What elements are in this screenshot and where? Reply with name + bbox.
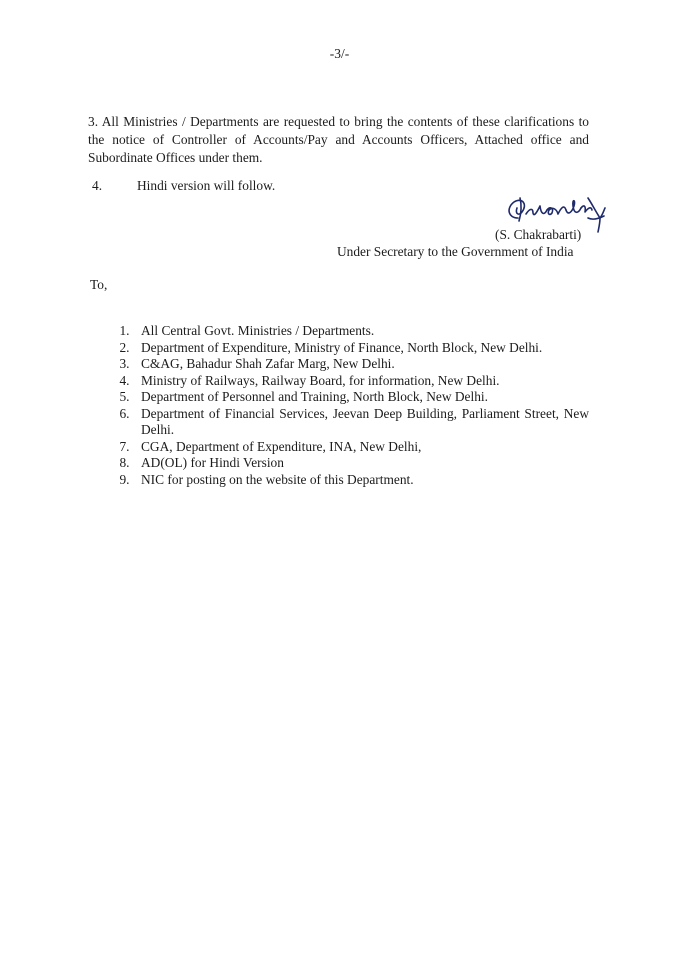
list-item [108, 389, 589, 406]
paragraph-4-text: Hindi version will follow. [137, 178, 276, 193]
signatory-designation: Under Secretary to the Government of India [337, 244, 574, 259]
list-item-index: 8. [119, 455, 130, 470]
paragraph-3: 3. All Ministries / Departments are requested to bring the contents of these clarifications to the notice of Controller of Accounts/Pay and Accounts Officers, Attached office and Subordinate Offices under them. [88, 114, 589, 165]
paragraph-4 [92, 178, 275, 194]
list-item-index: 7. [119, 438, 130, 454]
list-item-text: Department of Personnel and Training, North Block, New Delhi. [141, 389, 488, 404]
paragraph-4-number: 4. [92, 178, 103, 193]
list-item-text: Department of Financial Services, Jeevan Deep Building, Parliament Street, New Delhi. [141, 405, 589, 437]
list-item [108, 373, 589, 390]
list-item-index: 9. [119, 471, 130, 487]
list-item [108, 340, 589, 357]
list-item-index: 4. [119, 372, 130, 388]
list-item-index: 1. [119, 323, 130, 338]
list-item [108, 455, 589, 472]
list-item-text: AD(OL) for Hindi Version [141, 455, 284, 470]
list-item-index: 2. [119, 339, 130, 355]
list-item-text: Ministry of Railways, Railway Board, for information, New Delhi. [141, 372, 500, 388]
to-label: To, [90, 277, 108, 292]
recipients-list [108, 323, 589, 488]
list-item [108, 472, 589, 489]
list-item-text: CGA, Department of Expenditure, INA, New Delhi, [141, 438, 422, 454]
list-item-text: Department of Expenditure, Ministry of Finance, North Block, New Delhi. [141, 339, 543, 355]
list-item [108, 323, 589, 340]
list-item-index: 6. [119, 405, 130, 421]
list-item-text: NIC for posting on the website of this Department. [141, 471, 414, 487]
list-item [108, 439, 589, 456]
list-item-text: C&AG, Bahadur Shah Zafar Marg, New Delhi. [141, 356, 395, 371]
list-item [108, 356, 589, 373]
page-number: -3/- [329, 46, 350, 61]
list-item-index: 5. [119, 389, 130, 404]
list-item [108, 406, 589, 439]
list-item-text: All Central Govt. Ministries / Departments. [141, 323, 375, 338]
list-item-index: 3. [119, 356, 130, 371]
signatory-name: (S. Chakrabarti) [495, 227, 582, 242]
